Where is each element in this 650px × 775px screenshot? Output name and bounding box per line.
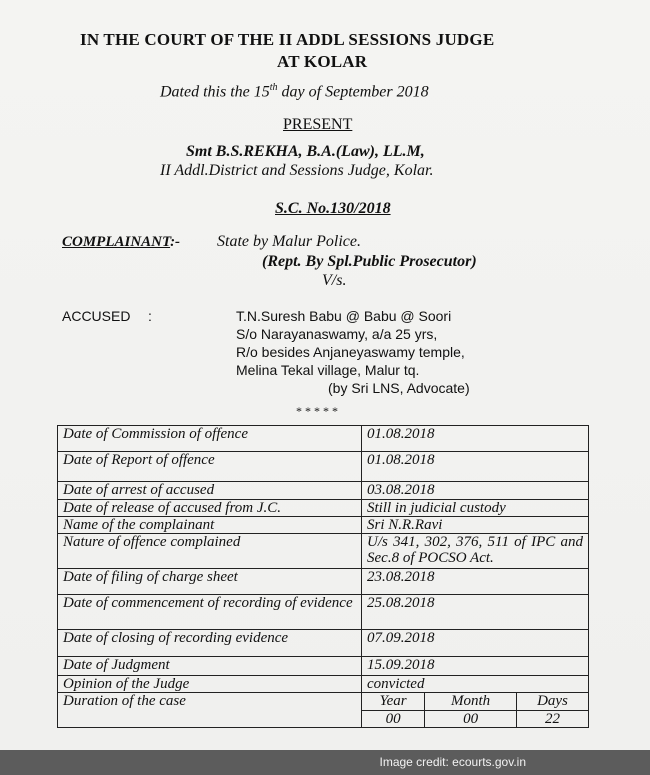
duration-label: Duration of the case xyxy=(58,693,362,728)
case-details-table xyxy=(57,425,589,728)
row-label: Date of Report of offence xyxy=(58,452,362,482)
accused-advocate: (by Sri LNS, Advocate) xyxy=(328,380,470,396)
table-row xyxy=(58,595,589,630)
duration-row xyxy=(58,693,589,728)
image-credit-bar xyxy=(0,750,650,775)
row-value: 07.09.2018 xyxy=(362,630,589,657)
row-value: 01.08.2018 xyxy=(362,452,589,482)
complainant-name: State by Malur Police. xyxy=(217,233,361,250)
duration-cell xyxy=(362,693,589,728)
accused-line-3: R/o besides Anjaneyaswamy temple, xyxy=(236,344,465,360)
table-row xyxy=(58,630,589,657)
table-row xyxy=(58,569,589,595)
duration-subtable xyxy=(362,693,588,727)
complainant-label: COMPLAINANT:- xyxy=(62,234,181,250)
duration-value-month: 00 xyxy=(425,710,517,727)
table-row xyxy=(58,482,589,500)
row-value: 15.09.2018 xyxy=(362,657,589,676)
row-label: Date of commencement of recording of evidence xyxy=(58,595,362,630)
row-label: Date of filing of charge sheet xyxy=(58,569,362,595)
table-row xyxy=(58,534,589,569)
row-label: Opinion of the Judge xyxy=(58,676,362,693)
row-label: Name of the complainant xyxy=(58,517,362,534)
table-row xyxy=(58,426,589,452)
judge-designation: II Addl.District and Sessions Judge, Kolar. xyxy=(160,162,434,179)
accused-label: ACCUSED xyxy=(62,308,131,324)
accused-line-1: T.N.Suresh Babu @ Babu @ Soori xyxy=(236,308,452,324)
row-value: Sri N.R.Ravi xyxy=(362,517,589,534)
row-value: U/s 341, 302, 376, 511 of IPC and Sec.8 of POCSO Act. xyxy=(362,534,589,569)
accused-line-4: Melina Tekal village, Malur tq. xyxy=(236,362,420,378)
table-row xyxy=(58,452,589,482)
complainant-representation: (Rept. By Spl.Public Prosecutor) xyxy=(262,253,477,270)
row-label: Date of release of accused from J.C. xyxy=(58,500,362,517)
court-name-line1: IN THE COURT OF THE II ADDL SESSIONS JUDGE xyxy=(80,30,495,49)
row-value: convicted xyxy=(362,676,589,693)
row-value: 25.08.2018 xyxy=(362,595,589,630)
duration-header-month: Month xyxy=(425,693,517,710)
duration-header-year: Year xyxy=(379,693,407,709)
case-number: S.C. No.130/2018 xyxy=(275,200,391,217)
judgment-date: Dated this the 15th day of September 2018 xyxy=(160,82,429,101)
duration-value-days: 22 xyxy=(516,710,588,727)
court-name-line2: AT KOLAR xyxy=(277,52,368,71)
row-value: 23.08.2018 xyxy=(362,569,589,595)
row-label: Date of Judgment xyxy=(58,657,362,676)
table-row xyxy=(58,500,589,517)
table-row xyxy=(58,676,589,693)
accused-separator: : xyxy=(148,308,152,324)
row-label: Date of closing of recording evidence xyxy=(58,630,362,657)
duration-header-days: Days xyxy=(516,693,588,710)
row-value: Still in judicial custody xyxy=(362,500,589,517)
row-value: 01.08.2018 xyxy=(362,426,589,452)
row-label: Date of arrest of accused xyxy=(58,482,362,500)
accused-line-2: S/o Narayanaswamy, a/a 25 yrs, xyxy=(236,326,438,342)
duration-value-year: 00 xyxy=(362,710,425,727)
versus-text: V/s. xyxy=(322,272,347,289)
table-row xyxy=(58,517,589,534)
table-row xyxy=(58,657,589,676)
judge-name: Smt B.S.REKHA, B.A.(Law), LL.M, xyxy=(186,143,425,160)
present-heading: PRESENT xyxy=(283,116,353,133)
row-label: Date of Commission of offence xyxy=(58,426,362,452)
row-label: Nature of offence complained xyxy=(58,534,362,569)
row-value: 03.08.2018 xyxy=(362,482,589,500)
separator-stars: ***** xyxy=(296,404,341,418)
image-credit-text: Image credit: ecourts.gov.in xyxy=(379,755,526,769)
